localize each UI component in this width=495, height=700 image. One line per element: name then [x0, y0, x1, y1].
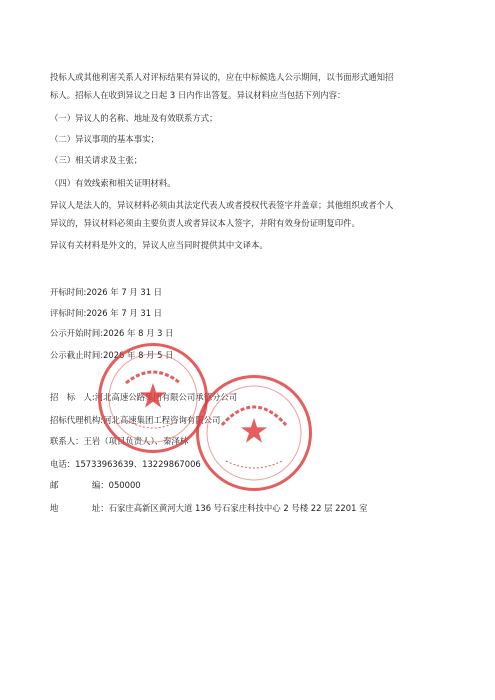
- intro-line-2: 标人。招标人在收到异议之日起 3 日内作出答复。异议材料应当包括下列内容：: [50, 90, 346, 100]
- item-3: （三）相关请求及主张；: [50, 155, 143, 165]
- tender-agency: 招标代理机构:河北高速集团工程咨询有限公司: [50, 415, 221, 425]
- foreign-language-note: 异议有关材料是外文的，异议人应当同时提供其中文译本。: [50, 240, 268, 250]
- tenderer: 招 标 人:河北高速公路集团有限公司承德分公司: [50, 392, 238, 402]
- publicity-end-time: 公示截止时间:2026 年 8 月 5 日: [50, 350, 174, 360]
- agency-seal: [196, 375, 312, 491]
- publicity-start-time: 公示开始时间:2026 年 8 月 3 日: [50, 328, 174, 338]
- contact-person: 联系人：王岩（项目负责人）、秦泽林: [50, 436, 189, 446]
- item-4: （四）有效线索和相关证明材料。: [50, 178, 176, 188]
- tenderer-seal: [98, 343, 208, 453]
- evaluation-time: 评标时间:2026 年 7 月 31 日: [50, 308, 163, 318]
- address: 地 址：石家庄高新区黄河大道 136 号石家庄科技中心 2 号楼 22 层 2201 室: [50, 503, 368, 513]
- item-1: （一）异议人的名称、地址及有效联系方式；: [50, 113, 218, 123]
- contact-phone: 电话：15733963639、13229867006: [50, 459, 201, 469]
- intro-line-1: 投标人或其他利害关系人对评标结果有异议的，应在中标候选人公示期间，以书面形式通知招: [50, 72, 394, 82]
- seal-star-icon: ★: [238, 411, 270, 452]
- legal-line-1: 异议人是法人的，异议材料必须由其法定代表人或者授权代表签字并盖章；其他组织或者个人: [50, 200, 394, 210]
- bid-opening-time: 开标时间:2026 年 7 月 31 日: [50, 287, 163, 297]
- postcode: 邮 编：050000: [50, 480, 141, 490]
- legal-line-2: 异议的，异议材料必须由主要负责人或者异议本人签字，并附有效身份证明复印件。: [50, 218, 360, 228]
- seal-star-icon: ★: [137, 376, 169, 417]
- item-2: （二）异议事项的基本事实；: [50, 134, 159, 144]
